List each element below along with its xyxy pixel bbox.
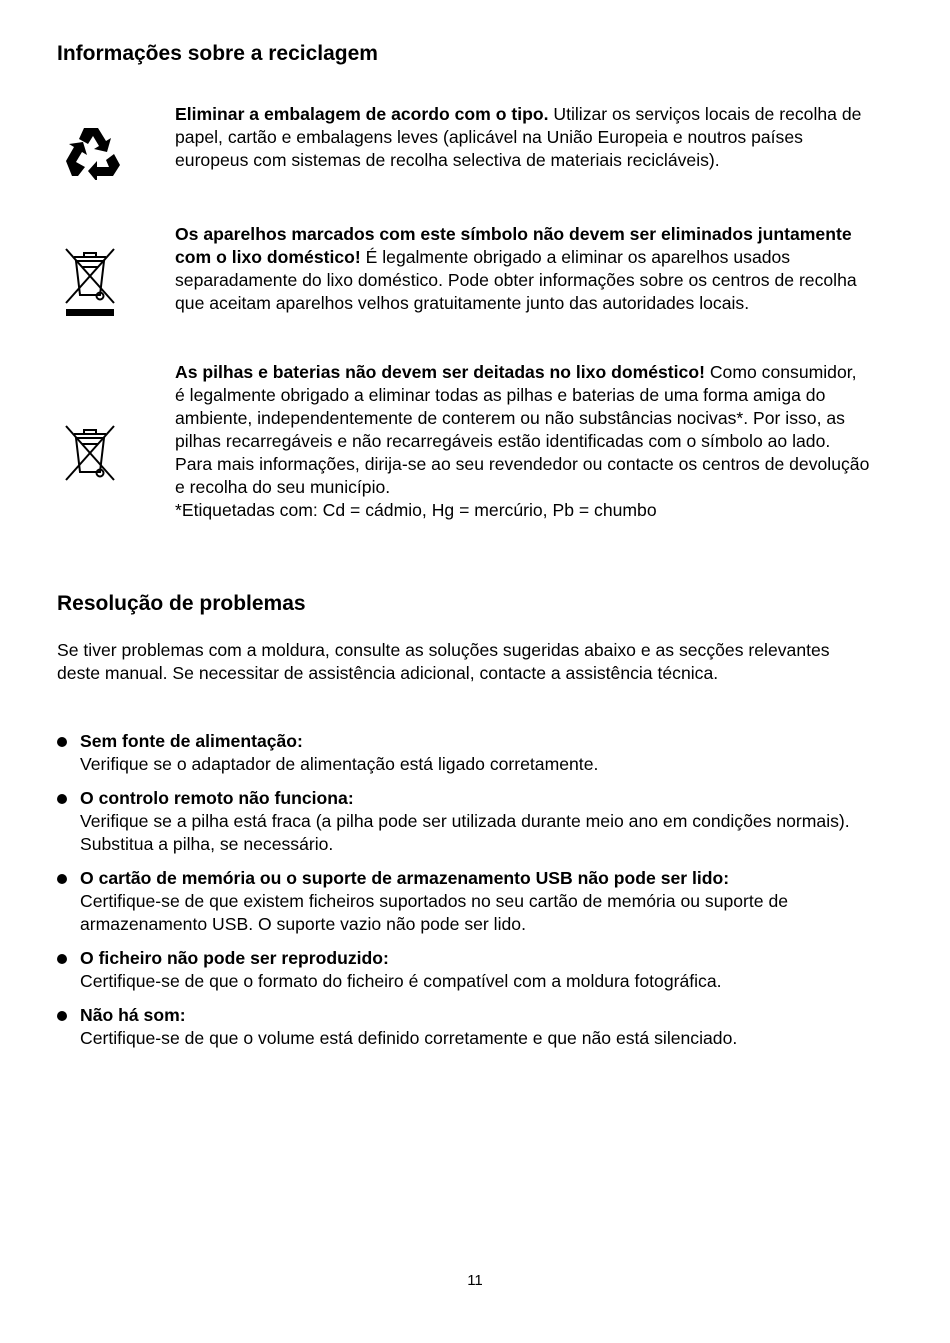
batteries-bold: As pilhas e baterias não devem ser deitadas no lixo doméstico! xyxy=(175,362,705,382)
troubleshooting-list xyxy=(57,730,877,1061)
issue-solution: Verifique se a pilha está fraca (a pilha pode ser utilizada durante meio ano em condições normais). Substitua a pilha, se necessário. xyxy=(80,811,850,854)
recycling-packaging-body: Utilizar os serviços locais de recolha de papel, cartão e embalagens leves (aplicável na União Europeia e noutros países europeus com sistemas de recolha selectiva de materiais recicláveis). xyxy=(175,104,862,170)
batteries-text xyxy=(175,361,870,522)
recycling-heading: Informações sobre a reciclagem xyxy=(57,42,378,65)
recycling-packaging-bold: Eliminar a embalagem de acordo com o tipo. xyxy=(175,104,549,124)
page-number: 11 xyxy=(467,1272,483,1289)
bullet-dot xyxy=(57,954,67,964)
list-item xyxy=(57,1004,877,1050)
list-item xyxy=(57,947,877,993)
batteries-footnote: *Etiquetadas com: Cd = cádmio, Hg = mercúrio, Pb = chumbo xyxy=(175,500,657,520)
issue-title: O cartão de memória ou o suporte de armazenamento USB não pode ser lido: xyxy=(80,868,730,888)
issue-solution: Certifique-se de que existem ficheiros suportados no seu cartão de memória ou suporte de armazenamento USB. O suporte vazio não pode ser lido. xyxy=(80,891,789,934)
recycling-packaging-text xyxy=(175,103,870,172)
weee-text xyxy=(175,223,870,315)
issue-title: O ficheiro não pode ser reproduzido: xyxy=(80,948,389,968)
issue-title: Não há som: xyxy=(80,1005,186,1025)
list-item xyxy=(57,787,877,856)
crossed-bin-icon xyxy=(62,245,118,321)
batteries-body: Como consumidor, é legalmente obrigado a eliminar todas as pilhas e baterias de uma forma amiga do ambiente, independentemente de conterem ou não substâncias nocivas*. Por isso, as pilhas recarregáveis e não recarregáveis estão identificadas com o símbolo ao lado. Para mais informações, dirija-se ao seu revendedor ou contacte os centros de devolução e recolha do seu município. xyxy=(175,362,870,497)
weee-bold: Os aparelhos marcados com este símbolo não devem ser eliminados juntamente com o lixo doméstico! xyxy=(175,224,852,267)
bullet-dot xyxy=(57,737,67,747)
list-item xyxy=(57,730,877,776)
bullet-dot xyxy=(57,794,67,804)
issue-solution: Certifique-se de que o volume está definido corretamente e que não está silenciado. xyxy=(80,1028,738,1048)
list-item xyxy=(57,867,877,936)
issue-title: Sem fonte de alimentação: xyxy=(80,731,303,751)
bullet-dot xyxy=(57,1011,67,1021)
issue-solution: Verifique se o adaptador de alimentação está ligado corretamente. xyxy=(80,754,599,774)
issue-solution: Certifique-se de que o formato do ficheiro é compatível com a moldura fotográfica. xyxy=(80,971,722,991)
issue-title: O controlo remoto não funciona: xyxy=(80,788,354,808)
crossed-bin-battery-icon xyxy=(62,422,118,484)
bullet-dot xyxy=(57,874,67,884)
troubleshooting-intro: Se tiver problemas com a moldura, consulte as soluções sugeridas abaixo e as secções relevantes deste manual. Se necessitar de assistência adicional, contacte a assistência técnica. xyxy=(57,640,830,683)
troubleshooting-heading: Resolução de problemas xyxy=(57,592,306,615)
recycle-icon xyxy=(62,124,122,180)
weee-body: É legalmente obrigado a eliminar os aparelhos usados separadamente do lixo doméstico. Pode obter informações sobre os centros de recolha que aceitam aparelhos velhos gratuitamente junto das autoridades locais. xyxy=(175,247,857,313)
